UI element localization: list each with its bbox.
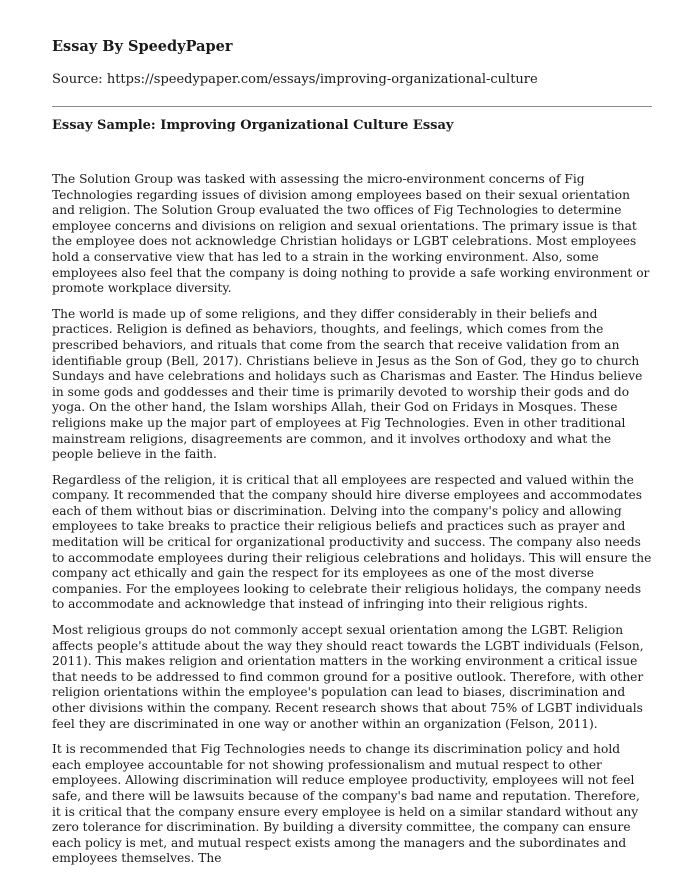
paragraph: The Solution Group was tasked with assessing the micro-environment concerns of Fig Technologies regarding issues of division among employees based on their sexual orientation and religion. The Solution Group evaluated the two offices of Fig Technologies to determine employee concerns and divisions on religion and sexual orientations. The primary issue is that the employee does not acknowledge Christian holidays or LGBT celebrations. Most employees hold a conservative view that has led to a strain in the working environment. Also, some employees also feel that the company is doing nothing to provide a safe working environment or promote workplace diversity. [52,172,650,296]
header-divider [52,106,652,107]
essay-title: Essay Sample: Improving Organizational Culture Essay [52,118,454,133]
essay-body [52,172,652,867]
source-label: Source: [52,72,103,87]
essay-page [52,38,652,877]
brand-heading: Essay By SpeedyPaper [52,38,233,55]
paragraph: Regardless of the religion, it is critical that all employees are respected and valued within the company. It recommended that the company should hire diverse employees and accommodates each of them without bias or discrimination. Delving into the company's policy and allowing employees to take breaks to practice their religious beliefs and practices such as prayer and meditation will be critical for organizational productivity and success. The company also needs to accommodate employees during their religious celebrations and holidays. This will ensure the company act ethically and gain the respect for its employees as one of the most diverse companies. For the employees looking to celebrate their religious holidays, the company needs to accommodate and acknowledge that instead of infringing into their religious rights. [52,472,652,612]
paragraph: The world is made up of some religions, and they differ considerably in their beliefs and practices. Religion is defined as behaviors, thoughts, and feelings, which comes from the prescribed behaviors, and rituals that come from the search that receive validation from an identifiable group (Bell, 2017). Christians believe in Jesus as the Son of God, they go to church Sundays and have celebrations and holidays such as Charismas and Easter. The Hindus believe in some gods and goddesses and their time is primarily devoted to worship their gods and do yoga. On the other hand, the Islam worships Allah, their God on Fridays in Mosques. These religions make up the major part of employees at Fig Technologies. Even in other traditional mainstream religions, disagreements are common, and it involves orthodoxy and what the people believe in the faith. [52,306,643,462]
paragraph: It is recommended that Fig Technologies needs to change its discrimination policy and hold each employee accountable for not showing professionalism and mutual respect to other employees. Allowing discrimination will reduce employee productivity, employees will not feel safe, and there will be lawsuits because of the company's bad name and reputation. Therefore, it is critical that the company ensure every employee is held on a similar standard without any zero tolerance for discrimination. By building a diversity committee, the company can ensure each policy is met, and mutual respect exists among the managers and the subordinates and employees themselves. The [52,742,640,866]
source-line [52,71,652,88]
source-url: https://speedypaper.com/essays/improving-organizational-culture [106,72,538,87]
paragraph: Most religious groups do not commonly accept sexual orientation among the LGBT. Religion affects people's attitude about the way they should react towards the LGBT individuals (Felson, 2011). This makes religion and orientation matters in the working environment a critical issue that needs to be addressed to find common ground for a positive outlook. Therefore, with other religion orientations within the employee's population can lead to biases, discrimination and other divisions within the company. Recent research shows that about 75% of LGBT individuals feel they are discriminated in one way or another within an organization (Felson, 2011). [52,623,644,731]
